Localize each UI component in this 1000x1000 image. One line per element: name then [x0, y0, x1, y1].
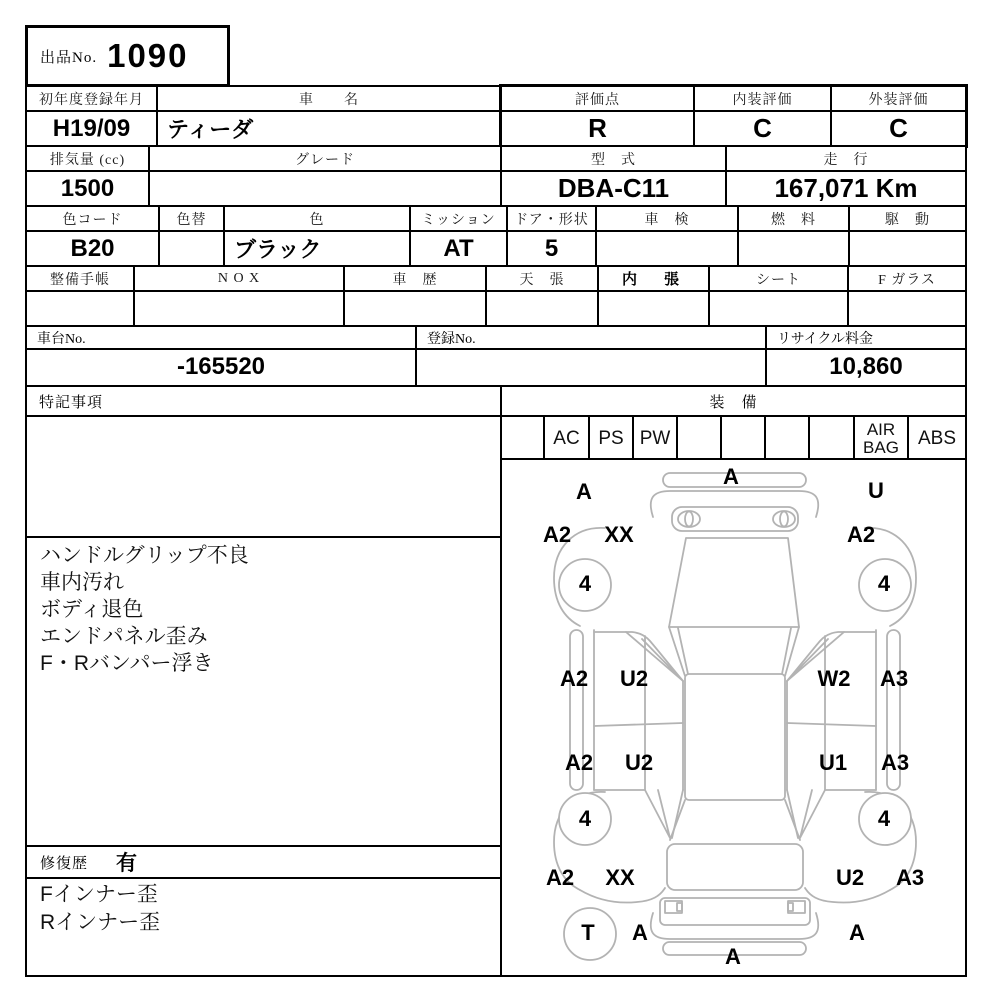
equipment-cell	[722, 417, 766, 460]
model-header: 型 式	[500, 145, 727, 172]
damage-code-label: A	[725, 944, 741, 969]
notes-pane	[25, 385, 502, 977]
f-glass-value	[847, 290, 967, 327]
displacement-value: 1500	[25, 170, 150, 207]
damage-code-label: XX	[604, 522, 634, 547]
repair-history-header	[27, 847, 500, 879]
seat-header: シート	[708, 265, 849, 292]
color-code-value: B20	[25, 230, 160, 267]
service-book-header: 整備手帳	[25, 265, 135, 292]
interior-eval-header: 内装評価	[693, 85, 832, 112]
chassis-no-cell	[25, 325, 417, 387]
exterior-eval-header: 外装評価	[830, 85, 967, 112]
drive-value	[848, 230, 967, 267]
equipment-row	[502, 417, 965, 460]
chassis-no-label: 車台No.	[27, 327, 415, 350]
history-value	[343, 290, 487, 327]
equipment-cell-airbag: AIR BAG	[855, 417, 909, 460]
damage-code-label: XX	[605, 865, 635, 890]
equipment-cell	[766, 417, 810, 460]
note-item: エンドパネル歪み	[40, 625, 208, 648]
recycle-fee-value: 10,860	[829, 352, 903, 380]
shaken-header: 車 検	[595, 205, 739, 232]
color-code-header: 色コード	[25, 205, 160, 232]
shaken-value	[595, 230, 739, 267]
diagram-labels	[502, 460, 965, 975]
damage-code-label: A3	[895, 865, 925, 890]
damage-code-label: 4	[877, 806, 891, 831]
displacement-header: 排気量 (cc)	[25, 145, 150, 172]
lining-value	[597, 290, 710, 327]
damage-code-label: A2	[559, 666, 589, 691]
equipment-cell-ac: AC	[545, 417, 590, 460]
repair-items	[27, 879, 500, 937]
damage-code-label: A3	[879, 666, 909, 691]
damage-code-label: A3	[880, 750, 910, 775]
auction-no-box	[25, 25, 230, 87]
fuel-value	[737, 230, 850, 267]
notes-list	[27, 538, 500, 847]
reg-no-label: 登録No.	[417, 327, 765, 350]
equipment-cell-ps: PS	[590, 417, 634, 460]
ceiling-header: 天 張	[485, 265, 599, 292]
nox-value	[133, 290, 345, 327]
door-shape-header: ドア・形状	[506, 205, 597, 232]
chassis-no-value: -165520	[176, 352, 266, 380]
repair-history-label: 修復歴	[40, 855, 89, 872]
damage-code-label: U1	[818, 750, 848, 775]
equipment-cell-abs: ABS	[917, 428, 957, 449]
equipment-cell	[810, 417, 855, 460]
eval-point-header: 評価点	[500, 85, 695, 112]
equipment-cell-pw: PW	[634, 417, 678, 460]
first-reg-header: 初年度登録年月	[25, 85, 158, 112]
reg-no-value	[417, 350, 765, 383]
color-header: 色	[223, 205, 411, 232]
auction-no-value: 1090	[107, 37, 189, 74]
notes-empty-area	[27, 417, 500, 538]
equipment-cell	[678, 417, 722, 460]
model-value: DBA-C11	[500, 170, 727, 207]
damage-code-label: U2	[835, 865, 865, 890]
service-book-value	[25, 290, 135, 327]
mission-value: AT	[409, 230, 508, 267]
note-item: ハンドルグリップ不良	[40, 544, 249, 567]
interior-eval-value: C	[693, 110, 832, 147]
damage-code-label: 4	[578, 806, 592, 831]
f-glass-header: F ガラス	[847, 265, 967, 292]
reg-no-cell	[415, 325, 767, 387]
damage-code-label: A2	[545, 865, 575, 890]
history-header: 車 歴	[343, 265, 487, 292]
fuel-header: 燃 料	[737, 205, 850, 232]
damage-code-label: U	[868, 478, 884, 503]
eval-point-value: R	[500, 110, 695, 147]
grade-header: グレード	[148, 145, 502, 172]
nox-header: N O X	[133, 265, 345, 292]
exterior-eval-value: C	[830, 110, 967, 147]
repair-history-status: 有	[116, 852, 138, 875]
damage-code-label: A2	[542, 522, 572, 547]
damage-code-label: W2	[817, 666, 851, 691]
damage-code-label: A	[632, 920, 648, 945]
repair-item: Fインナー歪	[40, 883, 158, 906]
first-reg-value: H19/09	[25, 110, 158, 147]
color-value: ブラック	[223, 230, 411, 267]
mission-header: ミッション	[409, 205, 508, 232]
note-item: 車内汚れ	[40, 571, 124, 594]
damage-code-label: T	[581, 920, 595, 945]
damage-code-label: A2	[564, 750, 594, 775]
mileage-value: 167,071 Km	[725, 170, 967, 207]
car-name-header: 車 名	[156, 85, 502, 112]
damage-code-label: A	[723, 464, 739, 489]
damage-code-label: 4	[877, 571, 891, 596]
door-shape-value: 5	[506, 230, 597, 267]
damage-code-label: A2	[846, 522, 876, 547]
ceiling-value	[485, 290, 599, 327]
grade-value	[148, 170, 502, 207]
damage-code-label: U2	[619, 666, 649, 691]
note-item: F・Rバンパー浮き	[40, 652, 214, 675]
recycle-fee-label: リサイクル料金	[767, 327, 965, 350]
damage-code-label: A	[849, 920, 865, 945]
damage-code-label: U2	[624, 750, 654, 775]
repair-item: Rインナー歪	[40, 911, 161, 934]
seat-value	[708, 290, 849, 327]
equipment-diagram-pane	[500, 385, 967, 977]
drive-header: 駆 動	[848, 205, 967, 232]
mileage-header: 走 行	[725, 145, 967, 172]
lining-header: 内 張	[597, 265, 710, 292]
auction-no-label: 出品No.	[40, 49, 98, 66]
color-change-value	[158, 230, 225, 267]
equipment-header: 装 備	[502, 387, 965, 417]
car-name-value: ティーダ	[156, 110, 502, 147]
damage-code-label: A	[576, 479, 592, 504]
recycle-fee-cell	[765, 325, 967, 387]
equipment-cell	[502, 417, 545, 460]
car-damage-diagram	[502, 460, 965, 975]
damage-code-label: 4	[578, 571, 592, 596]
color-change-header: 色替	[158, 205, 225, 232]
note-item: ボディ退色	[40, 598, 144, 621]
notes-header: 特記事項	[27, 387, 500, 417]
